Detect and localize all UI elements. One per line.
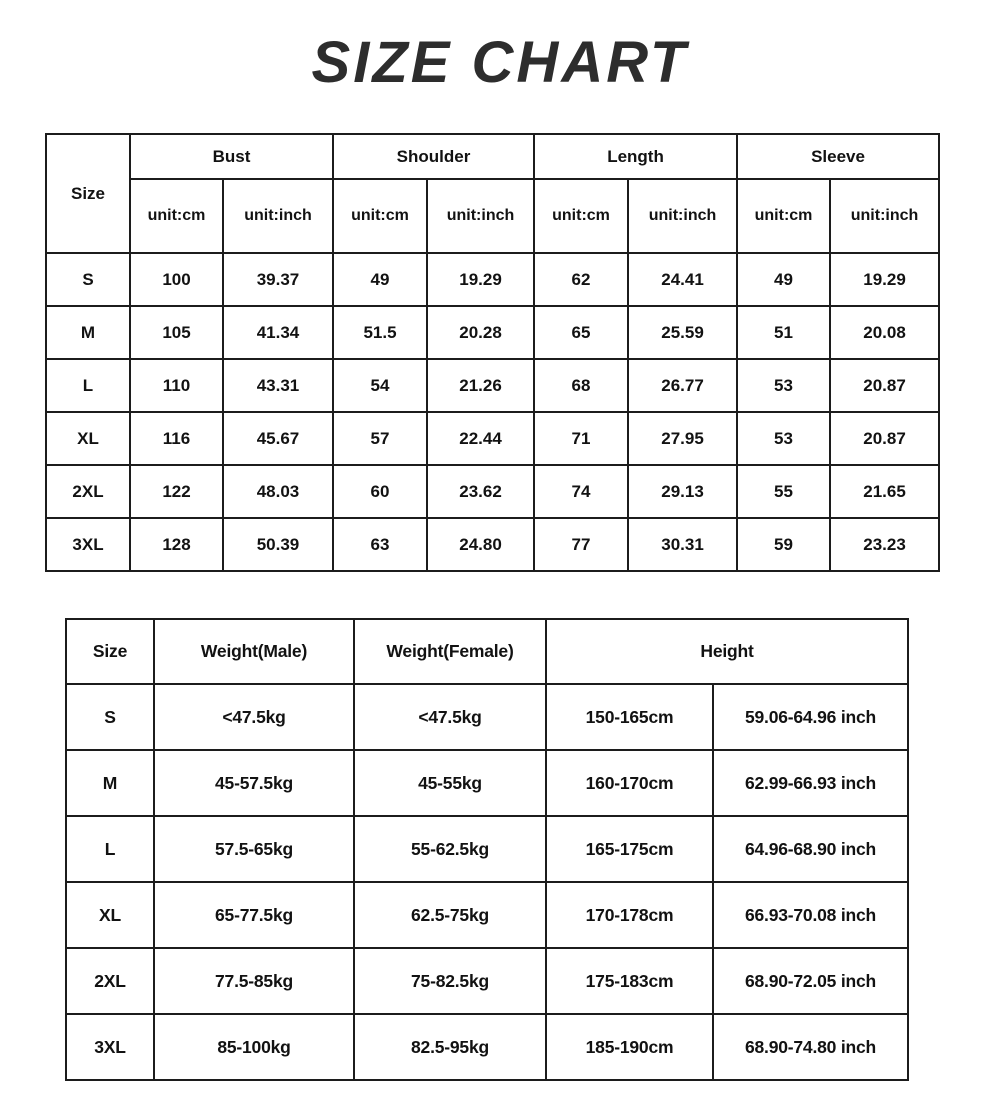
unit-header-shoulder-inch: unit:inch [427,179,534,253]
cell: 49 [737,253,830,306]
unit-header-row [46,179,939,253]
cell: 22.44 [427,412,534,465]
col-header-weight-male: Weight(Male) [154,619,354,684]
page-title: SIZE CHART [311,30,689,95]
body-row-xl [66,882,908,948]
cell: 43.31 [223,359,333,412]
cell: 62.99-66.93 inch [713,750,908,816]
unit-header-bust-inch: unit:inch [223,179,333,253]
size-label: XL [46,412,130,465]
size-row-l [46,359,939,412]
cell: 63 [333,518,427,571]
measurements-table [45,133,940,572]
cell: 68 [534,359,628,412]
cell: 60 [333,465,427,518]
cell: 66.93-70.08 inch [713,882,908,948]
cell: 128 [130,518,223,571]
cell: 165-175cm [546,816,713,882]
cell: 185-190cm [546,1014,713,1080]
cell: 39.37 [223,253,333,306]
cell: 45-57.5kg [154,750,354,816]
cell: 110 [130,359,223,412]
unit-header-bust-cm: unit:cm [130,179,223,253]
size-label: S [66,684,154,750]
cell: 48.03 [223,465,333,518]
cell: 24.41 [628,253,737,306]
cell: 19.29 [830,253,939,306]
size-row-2xl [46,465,939,518]
body-table-header-row [66,619,908,684]
size-column-header: Size [46,134,130,253]
cell: 77 [534,518,628,571]
size-label: S [46,253,130,306]
body-measurements-table [65,618,909,1081]
size-label: L [66,816,154,882]
body-row-3xl [66,1014,908,1080]
size-row-m [46,306,939,359]
unit-header-length-cm: unit:cm [534,179,628,253]
cell: 64.96-68.90 inch [713,816,908,882]
cell: 25.59 [628,306,737,359]
size-row-3xl [46,518,939,571]
cell: 57.5-65kg [154,816,354,882]
cell: 20.87 [830,412,939,465]
cell: 100 [130,253,223,306]
cell: 65 [534,306,628,359]
unit-header-sleeve-inch: unit:inch [830,179,939,253]
unit-header-sleeve-cm: unit:cm [737,179,830,253]
cell: 19.29 [427,253,534,306]
cell: 122 [130,465,223,518]
col-header-bust: Bust [130,134,333,179]
size-label: 3XL [66,1014,154,1080]
col-header-sleeve: Sleeve [737,134,939,179]
cell: 59 [737,518,830,571]
cell: 68.90-74.80 inch [713,1014,908,1080]
cell: 41.34 [223,306,333,359]
cell: 45-55kg [354,750,546,816]
cell: 77.5-85kg [154,948,354,1014]
col-header-shoulder: Shoulder [333,134,534,179]
col-header-length: Length [534,134,737,179]
size-label: L [46,359,130,412]
cell: 53 [737,412,830,465]
cell: 51 [737,306,830,359]
cell: 62.5-75kg [354,882,546,948]
cell: 20.87 [830,359,939,412]
cell: 54 [333,359,427,412]
cell: 105 [130,306,223,359]
cell: 50.39 [223,518,333,571]
cell: 30.31 [628,518,737,571]
col-header-size: Size [66,619,154,684]
cell: 23.23 [830,518,939,571]
cell: 82.5-95kg [354,1014,546,1080]
cell: 175-183cm [546,948,713,1014]
unit-header-shoulder-cm: unit:cm [333,179,427,253]
cell: 27.95 [628,412,737,465]
cell: 170-178cm [546,882,713,948]
cell: 74 [534,465,628,518]
cell: 65-77.5kg [154,882,354,948]
size-label: 2XL [46,465,130,518]
size-label: M [66,750,154,816]
size-row-s [46,253,939,306]
cell: 68.90-72.05 inch [713,948,908,1014]
cell: 49 [333,253,427,306]
cell: 20.08 [830,306,939,359]
size-label: XL [66,882,154,948]
cell: 53 [737,359,830,412]
body-row-m [66,750,908,816]
unit-header-length-inch: unit:inch [628,179,737,253]
cell: 62 [534,253,628,306]
body-row-s [66,684,908,750]
group-header-row [46,134,939,179]
cell: 21.65 [830,465,939,518]
cell: 29.13 [628,465,737,518]
cell: 51.5 [333,306,427,359]
cell: 24.80 [427,518,534,571]
cell: <47.5kg [154,684,354,750]
cell: 55 [737,465,830,518]
cell: 150-165cm [546,684,713,750]
cell: 55-62.5kg [354,816,546,882]
body-row-2xl [66,948,908,1014]
size-row-xl [46,412,939,465]
size-label: M [46,306,130,359]
col-header-height: Height [546,619,908,684]
cell: 160-170cm [546,750,713,816]
cell: 71 [534,412,628,465]
cell: 20.28 [427,306,534,359]
size-label: 2XL [66,948,154,1014]
size-label: 3XL [46,518,130,571]
col-header-weight-female: Weight(Female) [354,619,546,684]
cell: 116 [130,412,223,465]
cell: <47.5kg [354,684,546,750]
cell: 45.67 [223,412,333,465]
body-row-l [66,816,908,882]
cell: 57 [333,412,427,465]
cell: 75-82.5kg [354,948,546,1014]
cell: 23.62 [427,465,534,518]
cell: 21.26 [427,359,534,412]
cell: 26.77 [628,359,737,412]
cell: 59.06-64.96 inch [713,684,908,750]
cell: 85-100kg [154,1014,354,1080]
